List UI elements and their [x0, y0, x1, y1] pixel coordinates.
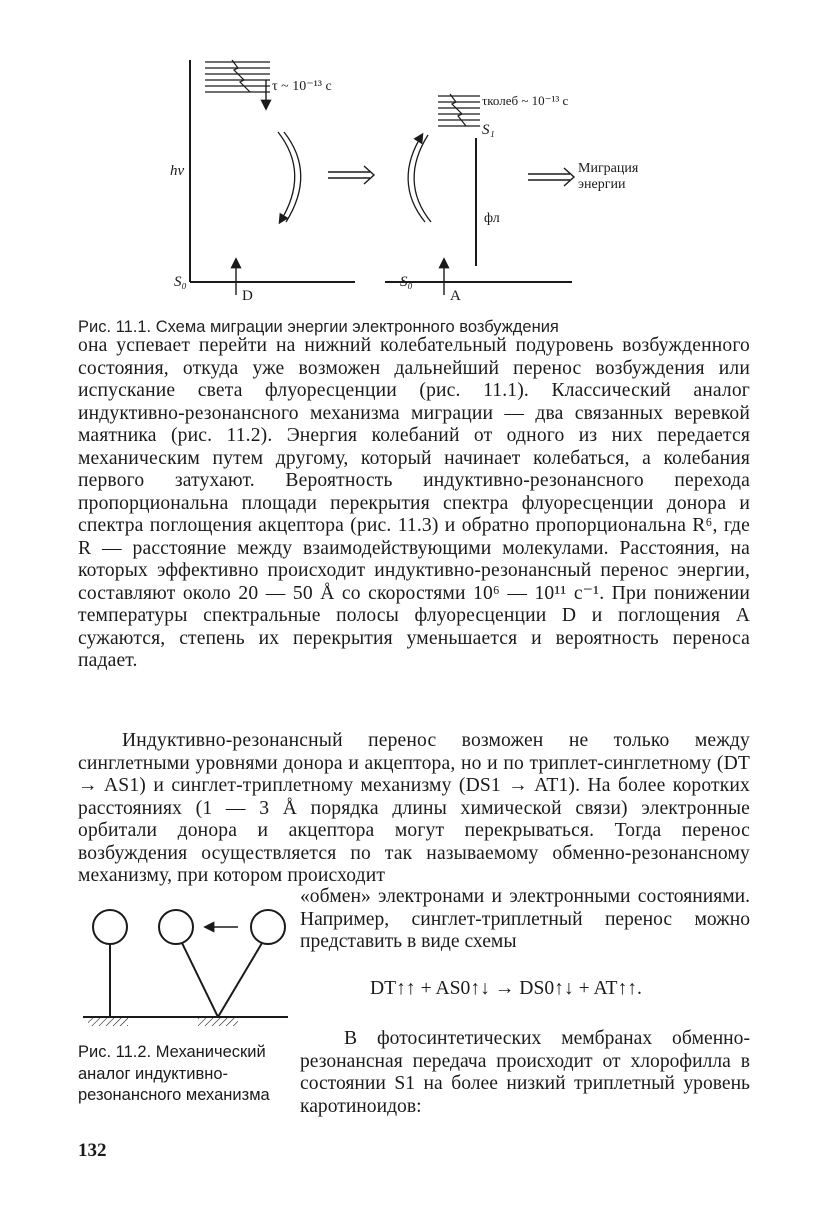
hatch-right	[198, 1018, 238, 1026]
pendulum-bob-2	[159, 910, 193, 944]
relaxation-cascade-right	[450, 94, 466, 126]
column-text-1: «обмен» электронами и электронными состояниями. Например, синглет-триплетный перенос можно представить в виде схемы	[300, 886, 750, 952]
page-number: 132	[78, 1140, 107, 1161]
paragraph-2-text: Индуктивно-резонансный перенос возможен не только между синглетными уровнями донора и акцептора, но и по триплет-синглетному (DT → AS1) и синглет-триплетному механизму (DS1 → AT1). На более коротких расстояниях (1 — 3 Å порядка длины химической связи) электронные орбитали донора и акцептора могут перекрываться. Тогда перенос возбуждения осуществляется по так называемому обменно-резонансному механизму, при котором происходит	[78, 730, 750, 886]
pendulum-rod-3	[218, 943, 262, 1017]
figure-1-caption: Рис. 11.1. Схема миграции энергии электронного возбуждения	[78, 318, 559, 336]
migration-label-1: Миграция	[578, 161, 639, 176]
acceptor-label: A	[450, 288, 461, 304]
tau-label: τ ~ 10⁻¹³ с	[272, 79, 332, 94]
exchange-formula: DT↑↑ + AS0↑↓ → DS0↑↓ + AT↑↑.	[370, 978, 642, 999]
s0-label-left: S₀	[174, 274, 187, 290]
transfer-double-arrow	[328, 166, 374, 184]
relaxation-cascade-left	[232, 60, 250, 92]
s1-label: S₁	[482, 122, 495, 138]
paragraph-2	[78, 730, 750, 888]
pendulum-rod-2	[182, 943, 218, 1017]
pendulum-bob-3	[251, 910, 285, 944]
paragraph-1-text: она успевает перейти на нижний колебательный подуровень возбужденного состояния, откуда уже возможен дальнейший перенос возбуждения или испускание света флуоресценции (рис. 11.1). Классический аналог индуктивно-резонансного механизма миграции — два связанных веревкой маятника (рис. 11.2). Энергия колебаний от одного из них передается механическим путем другому, который начинает колебаться, а колебания первого затухают. Вероятность индуктивно-резонансного перехода пропорциональна площади перекрытия спектра флуоресценции донора и спектра поглощения акцептора (рис. 11.3) и обратно пропорциональна R⁶, где R — расстояние между взаимодействующими молекулами. Расстояния, на которых эффективно происходит индуктивно-резонансный перенос энергии, составляют около 20 — 50 Å со скоростями 10⁶ — 10¹¹ с⁻¹. При понижении температуры спектральные полосы флуоресценции D и поглощения A сужаются, степень их перекрытия уменьшается и вероятность переноса падает.	[78, 335, 750, 671]
energy-migration-diagram	[160, 50, 640, 310]
column-text-2: В фотосинтетических мембранах обменно-резонансная передача происходит от хлорофилла в состоянии S1 на более низкий триплетный уровень каротиноидов:	[300, 1028, 750, 1117]
donor-label: D	[242, 288, 253, 304]
pendulum-bob-1	[93, 910, 127, 944]
fluorescence-label: фл	[484, 211, 500, 226]
migration-double-arrow	[528, 168, 574, 186]
migration-label-2: энергии	[578, 177, 626, 192]
paragraph-1	[78, 335, 750, 673]
figure-2-caption: Рис. 11.2. Механический аналог индуктивно-резонансного механизма	[78, 1043, 270, 1104]
hatch-left	[88, 1018, 128, 1026]
s0-label-right: S₀	[400, 274, 413, 290]
tau-vib-label: τколеб ~ 10⁻¹³ с	[482, 93, 569, 108]
hv-label: hν	[170, 163, 185, 179]
pendulum-figure	[78, 905, 293, 1035]
